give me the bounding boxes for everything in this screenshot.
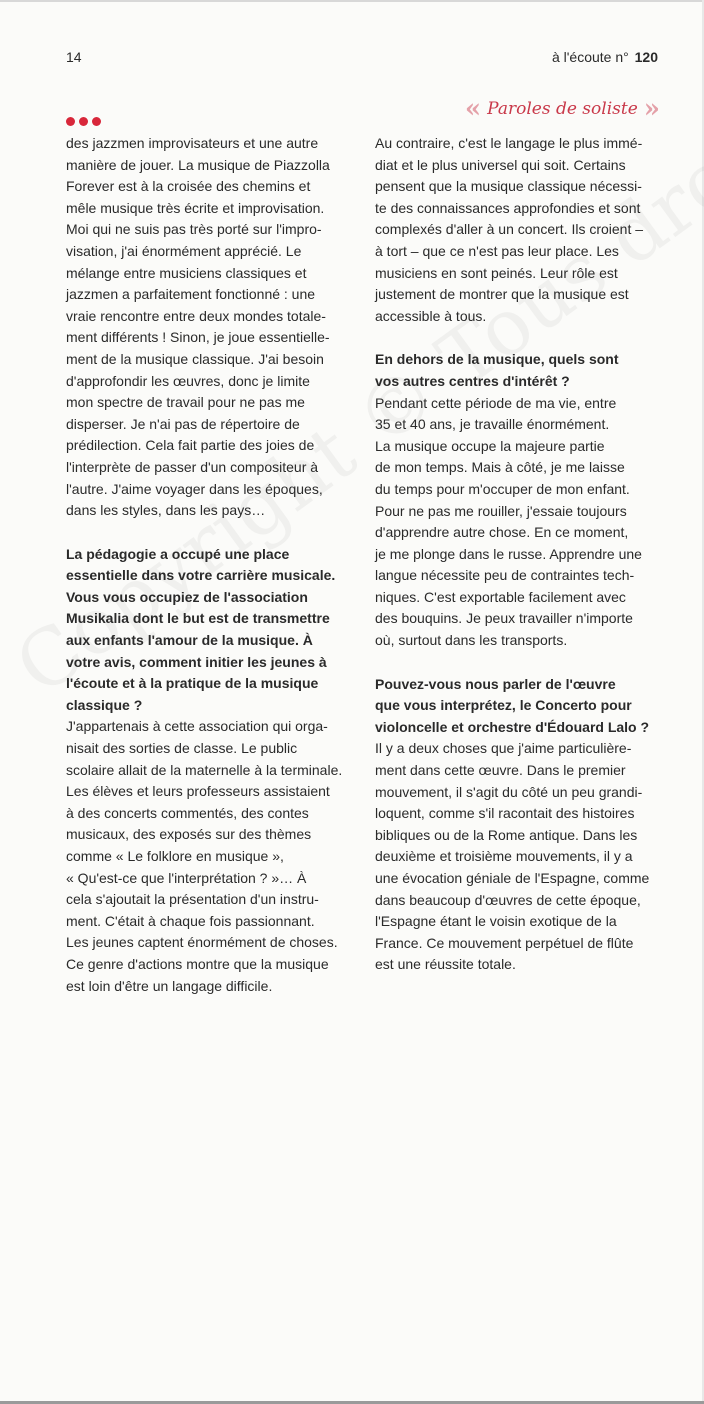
right-column bbox=[375, 133, 663, 976]
page-top-edge bbox=[0, 0, 704, 2]
rubric-banner bbox=[465, 94, 660, 124]
text-line: ment différents ! Sinon, je joue essentielle- bbox=[66, 329, 330, 346]
text-line: La pédagogie a occupé une place bbox=[66, 545, 290, 562]
text-line: dans les styles, dans les pays… bbox=[66, 502, 266, 519]
issue-number: 120 bbox=[634, 49, 658, 65]
text-line: Ce genre d'actions montre que la musique bbox=[66, 955, 329, 972]
text-line: où, surtout dans les transports. bbox=[375, 632, 568, 649]
text-line: d'approfondir les œuvres, donc je limite bbox=[66, 372, 310, 389]
text-line: prédilection. Cela fait partie des joies de bbox=[66, 437, 315, 454]
text-line: nisait des sorties de classe. Le public bbox=[66, 740, 298, 757]
answer-interests bbox=[375, 393, 663, 652]
text-line: des jazzmen improvisateurs et une autre bbox=[66, 135, 319, 151]
continuation-dots-icon bbox=[66, 117, 101, 126]
text-line: Pour ne pas me rouiller, j'essaie toujours bbox=[375, 502, 627, 519]
text-line: jazzmen a parfaitement fonctionné : une bbox=[66, 286, 316, 303]
text-line: Musikalia dont le but est de transmettre bbox=[66, 610, 330, 627]
text-line: mêle musique très écrite et improvisation. bbox=[66, 199, 325, 216]
text-line: J'appartenais à cette association qui orga- bbox=[66, 718, 328, 735]
text-line: Forever est à la croisée des chemins et bbox=[66, 178, 311, 195]
text-line: votre avis, comment initier les jeunes à bbox=[66, 653, 327, 670]
text-line: essentielle dans votre carrière musicale. bbox=[66, 567, 336, 584]
rubric-title: Paroles de soliste bbox=[487, 99, 638, 119]
text-line: te des connaissances approfondies et sont bbox=[375, 199, 641, 216]
text-line: pensent que la musique classique nécessi- bbox=[375, 178, 642, 195]
page-number: 14 bbox=[66, 49, 82, 65]
text-line: l'interprète de passer d'un compositeur à bbox=[66, 458, 319, 475]
text-line: que vous interprétez, le Concerto pour bbox=[375, 697, 632, 714]
text-line: scolaire allait de la maternelle à la terminale. bbox=[66, 761, 343, 778]
text-line: 35 et 40 ans, je travaille énormément. bbox=[375, 416, 610, 433]
text-line: des bouquins. Je peux travailler n'importe bbox=[375, 610, 633, 627]
answer-lalo-concerto bbox=[375, 738, 663, 976]
text-line: mouvement, il s'agit du côté un peu grandi- bbox=[375, 783, 643, 800]
text-line: violoncelle et orchestre d'Édouard Lalo ? bbox=[375, 718, 650, 735]
text-line: ment de la musique classique. J'ai besoin bbox=[66, 350, 324, 367]
text-line: complexés d'aller à un concert. Ils croient – bbox=[375, 221, 644, 238]
text-line: une évocation géniale de l'Espagne, comme bbox=[375, 870, 650, 886]
right-intro-paragraph bbox=[375, 133, 663, 327]
text-line: de mon temps. Mais à côté, je me laisse bbox=[375, 459, 625, 476]
text-line: vos autres centres d'intérêt ? bbox=[375, 372, 570, 389]
text-line: l'autre. J'aime voyager dans les époques, bbox=[66, 480, 323, 497]
text-line: loquent, comme s'il racontait des histoires bbox=[375, 805, 635, 822]
issue-label: n° bbox=[615, 49, 629, 65]
text-line: est loin d'être un langage difficile. bbox=[66, 977, 273, 994]
text-line: justement de montrer que la musique est bbox=[375, 286, 629, 303]
question-lalo-concerto bbox=[375, 674, 663, 739]
text-line: comme « Le folklore en musique », bbox=[66, 848, 284, 864]
text-line: Les jeunes captent énormément de choses. bbox=[66, 934, 338, 951]
text-line: diat et le plus universel qui soit. Certains bbox=[375, 156, 626, 173]
text-line: musiciens en sont peinés. Leur rôle est bbox=[375, 264, 618, 281]
text-line: Moi qui ne suis pas très porté sur l'impro- bbox=[66, 221, 322, 238]
text-line: accessible à tous. bbox=[375, 307, 487, 324]
left-column bbox=[66, 133, 356, 997]
text-line: Au contraire, c'est le langage le plus immé- bbox=[375, 135, 643, 151]
question-interests bbox=[375, 349, 663, 392]
text-line: mon spectre de travail pour ne pas me bbox=[66, 394, 305, 411]
text-line: classique ? bbox=[66, 696, 143, 713]
text-line: disperser. Je n'ai pas de répertoire de bbox=[66, 415, 300, 432]
text-line: Pendant cette période de ma vie, entre bbox=[375, 394, 617, 411]
text-line: deuxième et troisième mouvements, il y a bbox=[375, 848, 633, 865]
text-line: du temps pour m'occuper de mon enfant. bbox=[375, 480, 630, 497]
text-line: cela s'ajoutait la présentation d'un instru- bbox=[66, 891, 319, 908]
text-line: dans beaucoup d'œuvres de cette époque, bbox=[375, 891, 641, 908]
text-line: Pouvez-vous nous parler de l'œuvre bbox=[375, 675, 616, 692]
text-line: manière de jouer. La musique de Piazzolla bbox=[66, 156, 330, 173]
text-line: l'écoute et à la pratique de la musique bbox=[66, 675, 319, 692]
left-intro-paragraph bbox=[66, 133, 356, 522]
text-line: vraie rencontre entre deux mondes totale- bbox=[66, 307, 326, 324]
text-line: je me plonge dans le russe. Apprendre une bbox=[375, 545, 642, 562]
answer-pedagogy bbox=[66, 716, 356, 997]
double-chevron-right-icon: » bbox=[643, 94, 660, 124]
double-chevron-left-icon: « bbox=[464, 94, 482, 124]
text-line: Vous vous occupiez de l'association bbox=[66, 588, 308, 605]
text-line: Les élèves et leurs professeurs assistaient bbox=[66, 783, 330, 800]
text-line: langue nécessite peu de contraintes tech- bbox=[375, 567, 635, 584]
text-line: France. Ce mouvement perpétuel de flûte bbox=[375, 934, 634, 951]
text-line: bibliques ou de la Rome antique. Dans les bbox=[375, 826, 638, 843]
text-line: est une réussite totale. bbox=[375, 956, 516, 973]
text-line: En dehors de la musique, quels sont bbox=[375, 351, 619, 368]
text-line: visation, j'ai énormément apprécié. Le bbox=[66, 242, 302, 259]
text-line: La musique occupe la majeure partie bbox=[375, 437, 605, 454]
text-line: « Qu'est-ce que l'interprétation ? »… À bbox=[66, 869, 307, 886]
magazine-header bbox=[552, 49, 658, 65]
text-line: aux enfants l'amour de la musique. À bbox=[66, 632, 313, 649]
text-line: l'Espagne étant le voisin exotique de la bbox=[375, 913, 617, 930]
text-line: d'apprendre autre chose. En ce moment, bbox=[375, 524, 629, 541]
text-line: à tort – que ce n'est pas leur place. Les bbox=[375, 242, 619, 259]
text-line: ment dans cette œuvre. Dans le premier bbox=[375, 762, 626, 779]
text-line: ment. C'était à chaque fois passionnant. bbox=[66, 912, 315, 929]
text-line: à des concerts commentés, des contes bbox=[66, 804, 309, 821]
text-line: Il y a deux choses que j'aime particulière- bbox=[375, 740, 632, 757]
text-line: mélange entre musiciens classiques et bbox=[66, 264, 307, 281]
question-pedagogy bbox=[66, 544, 356, 717]
magazine-title: à l'écoute bbox=[551, 49, 612, 65]
text-line: niques. C'est exportable facilement avec bbox=[375, 588, 626, 605]
text-line: musicaux, des exposés sur des thèmes bbox=[66, 826, 312, 843]
